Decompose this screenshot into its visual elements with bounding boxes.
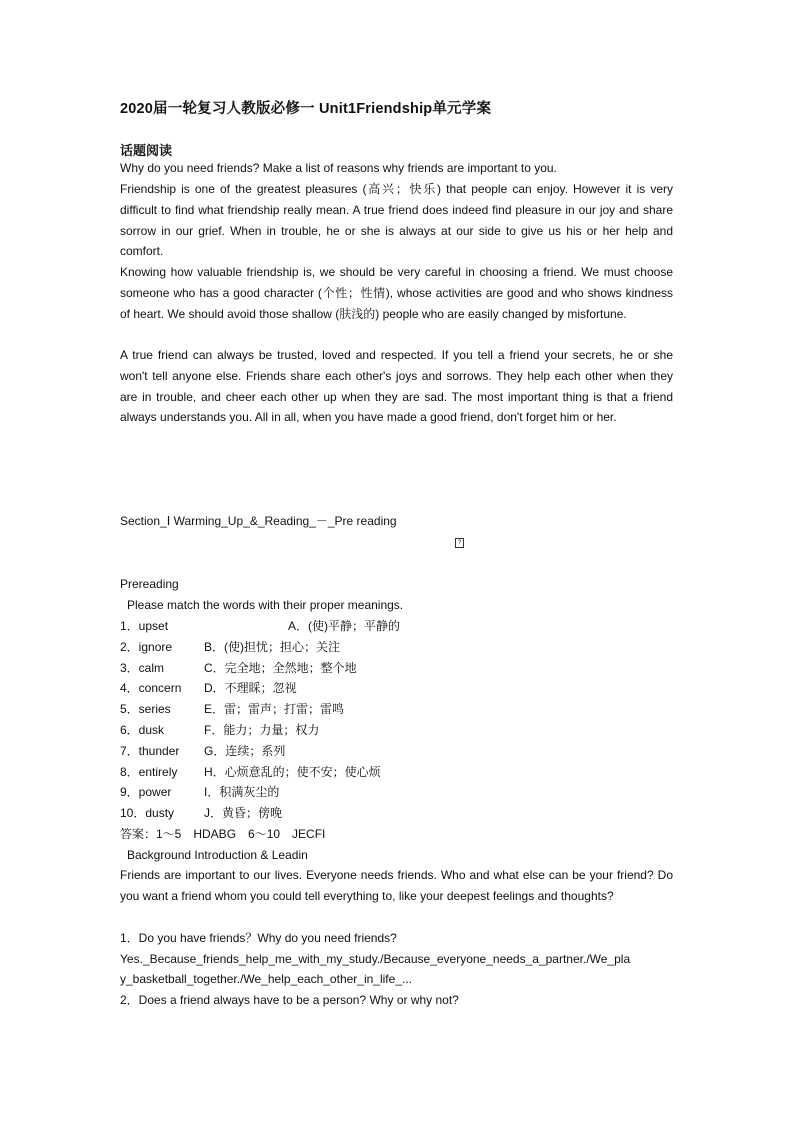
vocab-meaning: A．(使)平静；平静的: [288, 619, 400, 633]
answer-1-line-2: y_basketball_together./We_help_each_other_in_life_...: [120, 972, 412, 986]
vocab-item: [120, 678, 297, 699]
vocab-meaning: C．完全地；全然地；整个地: [204, 660, 357, 675]
vocab-word: 2．ignore: [120, 639, 173, 654]
document-title: 2020届一轮复习人教版必修一 Unit1Friendship单元学案: [120, 101, 492, 117]
vocab-meaning: B．(使)担忧；担心；关注: [204, 639, 340, 654]
background-paragraph: Friends are important to our lives. Everyone needs friends. Who and what else can be your friend? Do you want a friend whom you could tell everything to, like your deepest feelings and thoughts?: [120, 868, 673, 903]
vocab-item: [120, 762, 381, 783]
vocab-item: [120, 803, 282, 824]
vocab-item: [120, 720, 319, 741]
topic-paragraph-1: Friendship is one of the greatest pleasures (高兴；快乐) that people can enjoy. However it is very difficult to find what friendship really mean. A true friend does indeed find pleasure in our joy and share sorrow in our grief. When in trouble, he or she is always at our side to give us his or her help and comfort.: [120, 182, 673, 259]
vocab-meaning: G．连续；系列: [204, 743, 286, 758]
vocab-item: [120, 637, 340, 658]
vocab-word: 5．series: [120, 702, 171, 717]
vocab-word: 9．power: [120, 785, 172, 800]
question-1: 1．Do you have friends？Why do you need friends?: [120, 931, 397, 945]
section-title: Section_Ⅰ Warming_Up_&_Reading_－_Pre reading: [120, 514, 397, 528]
vocab-word: 1．upset: [120, 619, 169, 633]
vocab-word: 3．calm: [120, 660, 165, 675]
vocab-meaning: D．不理睬；忽视: [204, 681, 297, 696]
vocab-item: [120, 782, 279, 803]
vocab-word: 10．dusty: [120, 806, 175, 821]
vocab-meaning: H．心烦意乱的；使不安；使心烦: [204, 764, 381, 779]
prereading-instruction: Please match the words with their proper meanings.: [127, 598, 404, 612]
topic-heading: 话题阅读: [120, 143, 173, 158]
answer-line: 答案：1～5 HDABG 6～10 JECFI: [120, 827, 326, 841]
vocab-word: 4．concern: [120, 681, 182, 696]
vocab-meaning: J．黄昏；傍晚: [204, 806, 283, 821]
vocab-item: [120, 699, 344, 720]
vocab-word: 8．entirely: [120, 764, 178, 779]
question-2: 2．Does a friend always have to be a person? Why or why not?: [120, 993, 459, 1007]
vocab-word: 7．thunder: [120, 743, 180, 758]
topic-paragraph-3: A true friend can always be trusted, loved and respected. If you tell a friend your secrets, he or she won't tell anyone else. Friends share each other's joys and sorrows. They help each other when they are in trouble, and cheer each other up when they are sad. The most important thing is that a friend always understands you. All in all, when you have made a good friend, don't forget him or her.: [120, 348, 673, 425]
background-heading: Background Introduction & Leadin: [127, 848, 308, 862]
vocab-item: [120, 741, 285, 762]
vocab-meaning: I．积满灰尘的: [204, 785, 280, 800]
vocab-meaning: F．能力；力量；权力: [204, 723, 320, 737]
vocab-word: 6．dusk: [120, 723, 165, 737]
answer-1-line-1: Yes._Because_friends_help_me_with_my_study./Because_everyone_needs_a_partner./We_pla: [120, 952, 631, 966]
topic-paragraph-2: Knowing how valuable friendship is, we should be very careful in choosing a friend. We must choose someone who has a good character (个性；性情), whose activities are good and who shows kindness of heart. We should avoid those shallow (肤浅的) people who are easily changed by misfortune.: [120, 265, 673, 321]
vocab-item: [120, 658, 357, 679]
placeholder-box-icon: ?: [455, 538, 464, 548]
vocab-item: [120, 616, 400, 637]
vocab-meaning: E．雷；雷声；打雷；雷鸣: [204, 702, 345, 717]
topic-intro: Why do you need friends? Make a list of reasons why friends are important to you.: [120, 161, 557, 175]
prereading-heading: Prereading: [120, 577, 179, 591]
